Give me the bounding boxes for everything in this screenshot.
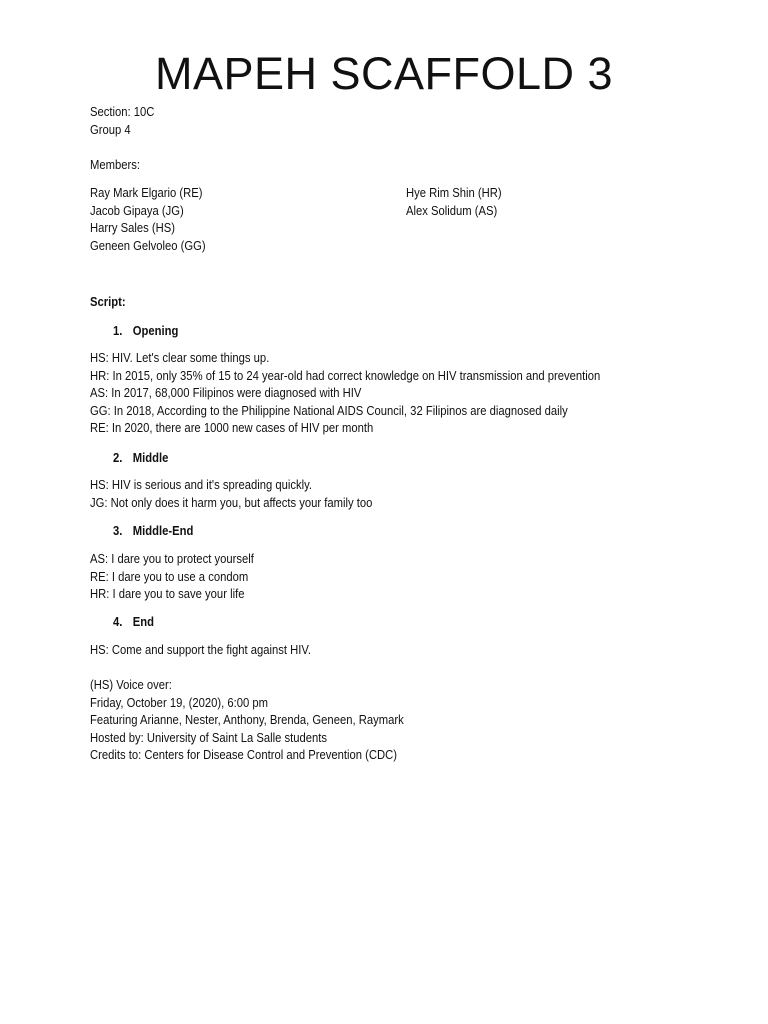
script-line: AS: I dare you to protect yourself <box>90 552 254 566</box>
member-name: Alex Solidum (AS) <box>406 203 498 218</box>
class-info <box>90 104 154 139</box>
section-heading-end <box>113 614 154 632</box>
group-text: Group 4 <box>90 122 131 137</box>
script-label-text: Script: <box>90 295 126 309</box>
script-line: RE: In 2020, there are 1000 new cases of HIV per month <box>90 421 374 435</box>
voice-over-line: Featuring Arianne, Nester, Anthony, Brenda, Geneen, Raymark <box>90 713 404 727</box>
section-lines-middle-end <box>90 551 254 604</box>
members-right-column <box>406 185 502 220</box>
voice-over-line: (HS) Voice over: <box>90 678 172 692</box>
member-name: Hye Rim Shin (HR) <box>406 186 502 200</box>
section-heading-middle-end <box>113 523 193 541</box>
section-lines-end <box>90 642 311 660</box>
member-name: Harry Sales (HS) <box>90 221 176 235</box>
voice-over-line: Hosted by: University of Saint La Salle students <box>90 730 328 745</box>
script-label <box>90 294 126 312</box>
section-heading-opening <box>113 323 178 341</box>
section-heading-text: Opening <box>132 324 179 338</box>
members-left-column <box>90 185 206 255</box>
member-name: Ray Mark Elgario (RE) <box>90 186 203 200</box>
script-line: RE: I dare you to use a condom <box>90 569 249 584</box>
section-heading-middle <box>113 450 168 468</box>
document-title: MAPEH SCAFFOLD 3 <box>154 48 614 99</box>
script-line: JG: Not only does it harm you, but affects your family too <box>90 495 373 510</box>
voice-over-block <box>90 677 404 765</box>
member-name: Jacob Gipaya (JG) <box>90 203 184 218</box>
script-line: HS: Come and support the fight against HIV. <box>90 643 311 657</box>
section-number: 4. <box>113 615 123 629</box>
script-line: AS: In 2017, 68,000 Filipinos were diagnosed with HIV <box>90 386 362 400</box>
members-label <box>90 157 140 175</box>
script-line: HS: HIV. Let's clear some things up. <box>90 351 270 365</box>
script-line: HS: HIV is serious and it's spreading quickly. <box>90 478 313 492</box>
section-heading-text: Middle <box>132 451 169 465</box>
voice-over-line: Friday, October 19, (2020), 6:00 pm <box>90 695 269 710</box>
section-text: Section: 10C <box>90 105 155 119</box>
member-name: Geneen Gelvoleo (GG) <box>90 238 206 253</box>
script-line: HR: I dare you to save your life <box>90 587 245 601</box>
section-heading-text: End <box>132 615 155 629</box>
script-line: GG: In 2018, According to the Philippine National AIDS Council, 32 Filipinos are diagnosed daily <box>90 403 568 418</box>
section-lines-middle <box>90 477 372 512</box>
section-heading-text: Middle-End <box>132 524 194 538</box>
section-number: 2. <box>113 451 123 465</box>
voice-over-line: Credits to: Centers for Disease Control and Prevention (CDC) <box>90 748 397 762</box>
section-number: 1. <box>113 324 123 338</box>
section-lines-opening <box>90 350 600 438</box>
members-label-text: Members: <box>90 158 141 172</box>
section-number: 3. <box>113 524 123 538</box>
script-line: HR: In 2015, only 35% of 15 to 24 year-old had correct knowledge on HIV transmission and prevention <box>90 368 601 383</box>
